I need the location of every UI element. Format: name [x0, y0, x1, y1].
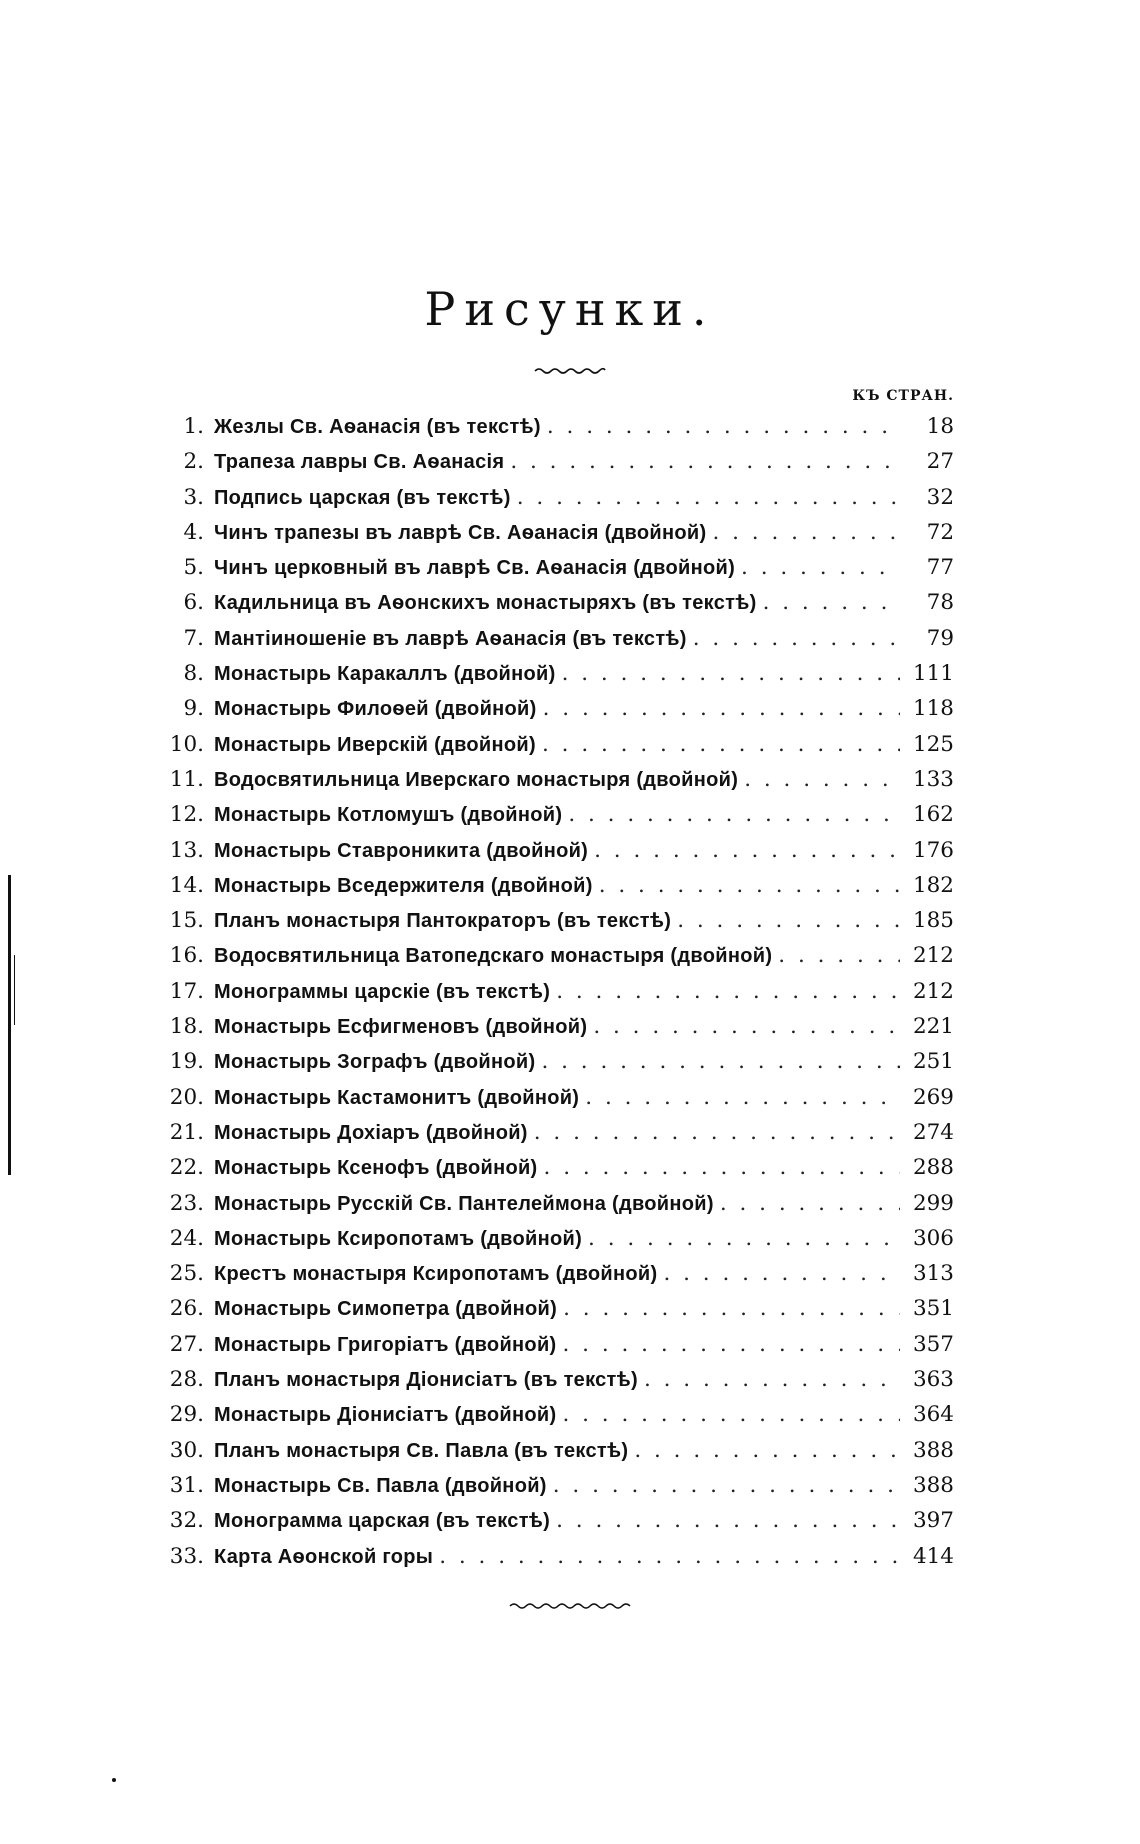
- item-page-number: 162: [912, 802, 954, 828]
- dot-leader: [556, 661, 900, 686]
- dot-leader: [550, 1508, 900, 1533]
- dot-leader: [538, 1155, 900, 1180]
- item-page-number: 118: [912, 696, 954, 722]
- item-title: Крестъ монастыря Ксиропотамъ (двойной): [214, 1263, 658, 1286]
- dot-leader: [757, 590, 900, 615]
- item-number: 30.: [169, 1437, 204, 1463]
- list-item: [158, 838, 954, 873]
- title-ornament: [0, 360, 1140, 379]
- item-number: 19.: [169, 1049, 204, 1075]
- item-title: Планъ монастыря Св. Павла (въ текстѣ): [214, 1439, 629, 1462]
- item-page-number: 77: [926, 555, 954, 581]
- item-page-number: 221: [912, 1014, 954, 1040]
- list-item: [158, 485, 954, 520]
- dot-leader: [714, 1191, 900, 1216]
- item-page-number: 397: [912, 1508, 954, 1534]
- list-item: [158, 1438, 954, 1473]
- item-title: Монастырь Иверскій (двойной): [214, 733, 536, 756]
- dot-leader: [657, 1261, 900, 1286]
- item-number: 26.: [169, 1296, 204, 1322]
- list-item: [158, 1332, 954, 1367]
- list-item: [158, 1085, 954, 1120]
- item-number: 11.: [169, 766, 204, 792]
- item-page-number: 313: [912, 1261, 954, 1287]
- dot-leader: [772, 943, 900, 968]
- dot-leader: [588, 838, 900, 863]
- list-item: [158, 661, 954, 696]
- dot-leader: [433, 1544, 900, 1569]
- item-page-number: 125: [912, 731, 954, 757]
- item-page-number: 18: [926, 414, 954, 439]
- item-title: Монастырь Филоѳей (двойной): [214, 698, 537, 721]
- dot-leader: [550, 979, 900, 1004]
- item-number: 12.: [169, 802, 204, 828]
- item-number: 31.: [169, 1472, 204, 1498]
- item-number: 7.: [183, 625, 204, 651]
- list-item: [158, 449, 954, 484]
- item-page-number: 133: [912, 766, 954, 792]
- item-page-number: 72: [926, 519, 954, 545]
- item-number: 13.: [169, 837, 204, 863]
- item-page-number: 351: [912, 1296, 954, 1322]
- dot-leader: [706, 520, 900, 545]
- item-title: Монастырь Русскій Св. Пантелеймона (двойной): [214, 1192, 714, 1215]
- dot-leader: [593, 873, 900, 898]
- item-page-number: 251: [912, 1049, 954, 1075]
- item-title: Планъ монастыря Діонисіатъ (въ текстѣ): [214, 1369, 638, 1392]
- item-title: Кадильница въ Аѳонскихъ монастыряхъ (въ текстѣ): [214, 592, 757, 615]
- item-page-number: 111: [912, 661, 954, 687]
- dot-leader: [735, 555, 900, 580]
- item-number: 5.: [183, 555, 204, 581]
- item-title: Монограммы царскіе (въ текстѣ): [214, 980, 551, 1003]
- item-number: 23.: [169, 1190, 204, 1216]
- list-item: [158, 873, 954, 908]
- margin-scan-line: [8, 875, 11, 1175]
- list-item: [158, 1014, 954, 1049]
- item-number: 29.: [169, 1402, 204, 1428]
- list-item: [158, 1120, 954, 1155]
- list-item: [158, 555, 954, 590]
- item-title: Монастырь Дохіаръ (двойной): [214, 1121, 528, 1144]
- dot-leader: [528, 1120, 900, 1145]
- item-page-number: 212: [912, 943, 954, 969]
- item-page-number: 176: [912, 837, 954, 863]
- item-number: 8.: [183, 661, 204, 687]
- list-item: [158, 414, 954, 449]
- list-item: [158, 1226, 954, 1261]
- dot-leader: [537, 696, 900, 721]
- item-title: Монастырь Кастамонитъ (двойной): [214, 1086, 580, 1109]
- dot-leader: [671, 908, 900, 933]
- item-page-number: 414: [912, 1543, 954, 1569]
- item-number: 9.: [183, 696, 204, 722]
- item-title: Мантіиношеніе въ лаврѣ Аѳанасія (въ текстѣ): [214, 627, 687, 650]
- list-item: [158, 1155, 954, 1190]
- item-number: 18.: [169, 1014, 204, 1040]
- item-page-number: 79: [926, 625, 954, 651]
- item-number: 2.: [183, 449, 204, 475]
- item-number: 17.: [169, 978, 204, 1004]
- page-title: Рисунки.: [424, 282, 716, 336]
- dot-leader: [582, 1226, 900, 1251]
- item-number: 24.: [169, 1225, 204, 1251]
- list-item: [158, 1049, 954, 1084]
- item-number: 15.: [169, 908, 204, 934]
- item-page-number: 269: [912, 1084, 954, 1110]
- item-title: Монограмма царская (въ текстѣ): [214, 1510, 551, 1533]
- list-item: [158, 696, 954, 731]
- item-page-number: 27: [926, 449, 954, 475]
- item-page-number: 388: [912, 1472, 954, 1498]
- list-item: [158, 590, 954, 625]
- item-number: 10.: [169, 731, 204, 757]
- item-title: Монастырь Вседержителя (двойной): [214, 874, 593, 897]
- item-title: Монастырь Ксиропотамъ (двойной): [214, 1227, 583, 1250]
- list-item: [158, 1261, 954, 1296]
- dot-leader: [535, 1049, 900, 1074]
- item-page-number: 364: [912, 1402, 954, 1428]
- item-number: 3.: [183, 484, 204, 510]
- dot-leader: [556, 1402, 900, 1427]
- item-number: 25.: [169, 1261, 204, 1287]
- item-number: 27.: [169, 1331, 204, 1357]
- item-number: 4.: [183, 519, 204, 545]
- dot-leader: [579, 1085, 900, 1110]
- item-title: Подпись царская (въ текстѣ): [214, 486, 511, 509]
- dot-leader: [562, 802, 900, 827]
- list-item: [158, 1402, 954, 1437]
- item-title: Чинъ церковный въ лаврѣ Св. Аѳанасія (двойной): [214, 557, 736, 580]
- item-title: Монастырь Котломушъ (двойной): [214, 804, 563, 827]
- dot-leader: [536, 732, 900, 757]
- list-item: [158, 979, 954, 1014]
- item-title: Монастырь Каракаллъ (двойной): [214, 663, 556, 686]
- item-title: Чинъ трапезы въ лаврѣ Св. Аѳанасія (двойной): [214, 521, 707, 544]
- list-item: [158, 908, 954, 943]
- item-page-number: 357: [912, 1331, 954, 1357]
- item-number: 16.: [169, 943, 204, 969]
- item-title: Планъ монастыря Пантократоръ (въ текстѣ): [214, 910, 672, 933]
- item-title: Монастырь Есфигменовъ (двойной): [214, 1016, 588, 1039]
- item-number: 21.: [169, 1119, 204, 1145]
- item-title: Монастырь Ставроникита (двойной): [214, 839, 589, 862]
- item-number: 22.: [169, 1155, 204, 1181]
- item-title: Водосвятильница Ватопедскаго монастыря (двойной): [214, 945, 773, 968]
- item-page-number: 32: [926, 484, 954, 510]
- item-title: Монастырь Григоріатъ (двойной): [214, 1333, 557, 1356]
- dot-leader: [557, 1332, 901, 1357]
- item-title: Монастырь Св. Павла (двойной): [214, 1474, 547, 1497]
- item-page-number: 185: [912, 908, 954, 934]
- list-item: [158, 1367, 954, 1402]
- dot-leader: [628, 1438, 900, 1463]
- list-item: [158, 1508, 954, 1543]
- page-column-header: КЪ СТРАН.: [852, 388, 954, 404]
- list-item: [158, 1473, 954, 1508]
- item-title: Карта Аѳонской горы: [214, 1545, 434, 1568]
- item-page-number: 299: [912, 1190, 954, 1216]
- illustrations-list: [158, 414, 954, 1579]
- list-item: [158, 626, 954, 661]
- item-number: 32.: [169, 1508, 204, 1534]
- item-title: Водосвятильница Иверскаго монастыря (двойной): [214, 768, 739, 791]
- list-item: [158, 802, 954, 837]
- list-item: [158, 943, 954, 978]
- item-page-number: 182: [912, 872, 954, 898]
- list-item: [158, 1296, 954, 1331]
- dot-leader: [547, 1473, 900, 1498]
- dot-leader: [511, 485, 900, 510]
- item-title: Монастырь Симопетра (двойной): [214, 1298, 558, 1321]
- item-page-number: 388: [912, 1437, 954, 1463]
- item-page-number: 363: [912, 1367, 954, 1393]
- list-item: [158, 520, 954, 555]
- item-number: 1.: [183, 414, 204, 439]
- item-title: Трапеза лавры Св. Аѳанасія: [214, 451, 505, 474]
- dot-leader: [638, 1367, 900, 1392]
- item-page-number: 212: [912, 978, 954, 1004]
- item-number: 6.: [183, 590, 204, 616]
- margin-scan-line-thin: [14, 955, 15, 1025]
- dot-leader: [687, 626, 900, 651]
- dot-leader: [557, 1296, 900, 1321]
- dot-leader: [587, 1014, 900, 1039]
- list-item: [158, 767, 954, 802]
- item-page-number: 288: [912, 1155, 954, 1181]
- item-title: Монастырь Зографъ (двойной): [214, 1051, 536, 1074]
- item-page-number: 306: [912, 1225, 954, 1251]
- dot-leader: [541, 414, 900, 439]
- item-title: Жезлы Св. Аѳанасія (въ текстѣ): [214, 416, 541, 438]
- item-number: 20.: [169, 1084, 204, 1110]
- margin-dot: [112, 1778, 116, 1782]
- item-page-number: 78: [926, 590, 954, 616]
- item-number: 33.: [169, 1543, 204, 1569]
- list-item: [158, 1544, 954, 1579]
- closing-ornament: [0, 1596, 1140, 1615]
- list-item: [158, 732, 954, 767]
- dot-leader: [504, 449, 900, 474]
- item-number: 14.: [169, 872, 204, 898]
- item-title: Монастырь Ксенофъ (двойной): [214, 1157, 538, 1180]
- dot-leader: [738, 767, 900, 792]
- list-item: [158, 1191, 954, 1226]
- item-title: Монастырь Діонисіатъ (двойной): [214, 1404, 557, 1427]
- item-page-number: 274: [912, 1119, 954, 1145]
- item-number: 28.: [169, 1367, 204, 1393]
